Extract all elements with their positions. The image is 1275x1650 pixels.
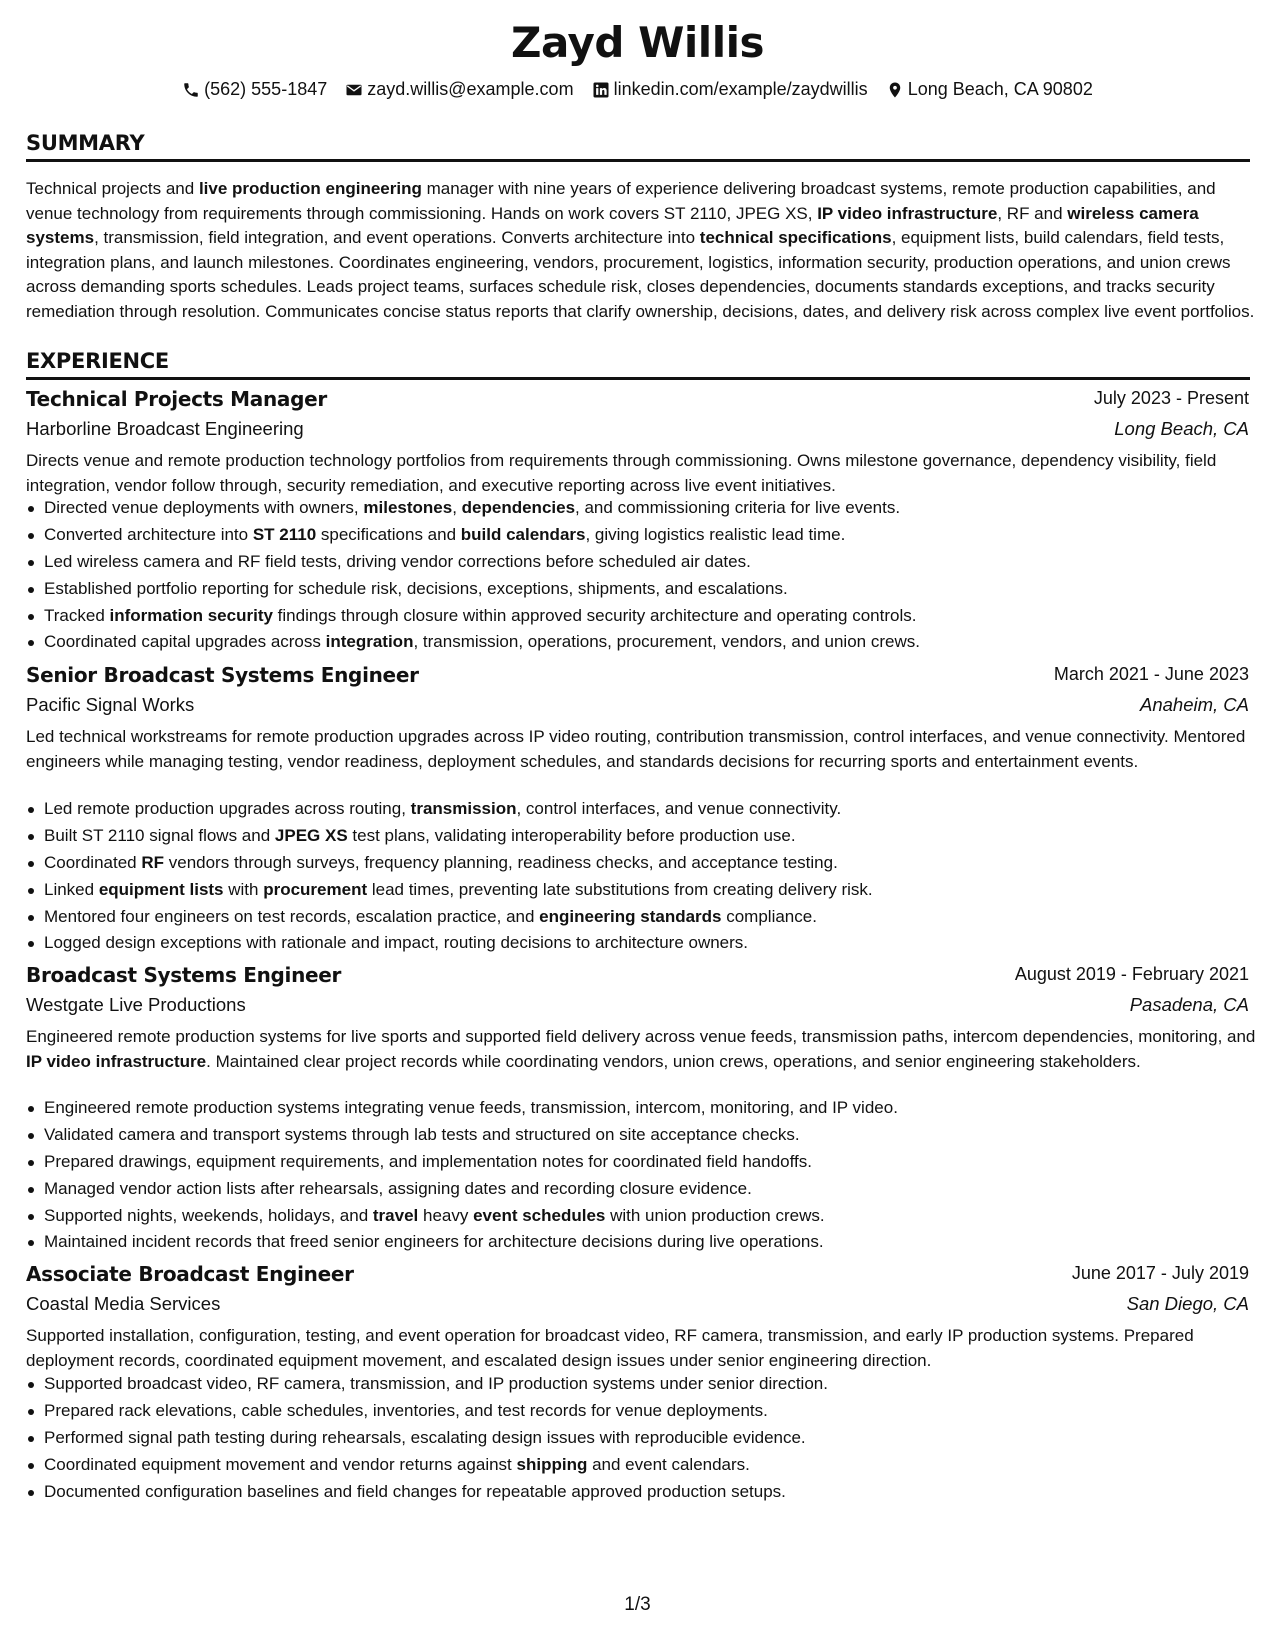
phone-icon: [182, 81, 200, 99]
bullet-item: [26, 1203, 1256, 1230]
bullet-item: [26, 603, 1256, 630]
bullet-item: [26, 930, 1256, 957]
text-segment: Coordinated equipment movement and vendor returns against: [44, 1454, 517, 1474]
experience-divider: [26, 377, 1250, 380]
bullet-item: [26, 1452, 1256, 1479]
contact-email[interactable]: [345, 79, 573, 100]
emphasis-text: IP video infrastructure: [817, 203, 998, 223]
emphasis-text: milestones: [363, 498, 453, 517]
bullet-item: [26, 850, 1256, 877]
text-segment: Supported broadcast video, RF camera, transmission, and IP production systems under senior direction.: [44, 1374, 828, 1393]
bullet-item: [26, 877, 1256, 904]
bullet-item: [26, 576, 1256, 603]
text-segment: Built ST 2110 signal flows and: [44, 825, 275, 845]
text-segment: lead times, preventing late substitutions from creating delivery risk.: [367, 879, 873, 899]
job-bullet-list: [26, 1095, 1256, 1256]
contact-location: [886, 79, 1093, 100]
job-location: Pasadena, CA: [1129, 994, 1249, 1015]
bullet-item: [26, 1149, 1256, 1176]
text-segment: Linked: [44, 879, 99, 899]
text-segment: test plans, validating interoperability before production use.: [347, 825, 796, 845]
job-dates: March 2021 - June 2023: [1053, 664, 1249, 684]
bullet-item: [26, 1229, 1256, 1256]
text-segment: Led wireless camera and RF field tests, driving vendor corrections before scheduled air dates.: [44, 551, 751, 571]
experience-heading: EXPERIENCE: [26, 349, 169, 373]
envelope-icon: [345, 81, 363, 99]
email-text: zayd.willis@example.com: [367, 79, 574, 99]
text-segment: Coordinated capital upgrades across: [44, 632, 326, 652]
bullet-item: [26, 796, 1256, 823]
job-dates: July 2023 - Present: [1093, 388, 1249, 408]
job-dates: August 2019 - February 2021: [1014, 964, 1249, 984]
text-segment: , transmission, operations, procurement, vendors, and union crews.: [413, 632, 920, 652]
job-title: Broadcast Systems Engineer: [26, 963, 342, 987]
bullet-item: [26, 1095, 1256, 1122]
emphasis-text: JPEG XS: [274, 825, 348, 845]
emphasis-text: engineering standards: [539, 906, 722, 926]
emphasis-text: integration: [325, 632, 414, 652]
bullet-item: [26, 629, 1256, 656]
emphasis-text: wireless camera systems: [26, 203, 1199, 247]
job-company: Pacific Signal Works: [26, 694, 195, 715]
text-segment: specifications and: [316, 524, 461, 544]
text-segment: Engineered remote production systems for live sports and supported field delivery across venue feeds, transmission paths, intercom dependencies, monitoring, and: [26, 1027, 1256, 1046]
summary-text: [26, 177, 1256, 324]
linkedin-text: linkedin.com/example/zaydwillis: [613, 79, 868, 99]
job-bullet-list: [26, 1371, 1256, 1505]
bullet-item: [26, 1425, 1256, 1452]
emphasis-text: RF: [141, 852, 165, 872]
map-pin-icon: [886, 81, 904, 99]
bullet-item: [26, 549, 1256, 576]
bullet-item: [26, 1176, 1256, 1203]
bullet-item: [26, 823, 1256, 850]
contact-linkedin[interactable]: [592, 79, 868, 100]
text-segment: Supported nights, weekends, holidays, and: [44, 1205, 373, 1225]
text-segment: Mentored four engineers on test records, escalation practice, and: [44, 906, 540, 926]
job-dates: June 2017 - July 2019: [1071, 1263, 1249, 1283]
bullet-item: [26, 1371, 1256, 1398]
contact-phone[interactable]: [182, 79, 327, 100]
text-segment: , equipment lists, build calendars, field tests, integration plans, and launch milestones. Coordinates engineering, vendors, procurement, logistics, information security, production operations, and union crews across demanding sports schedules. Leads project teams, surfaces schedule risk, closes dependencies, documents standards exceptions, and tracks security remediation through resolution. Communicates concise status reports that clarify ownership, decisions, dates, and delivery risk across complex live event portfolios.: [26, 228, 1255, 321]
text-segment: Converted architecture into: [44, 524, 253, 544]
text-segment: Validated camera and transport systems through lab tests and structured on site acceptance checks.: [44, 1124, 800, 1144]
text-segment: ,: [452, 498, 462, 517]
job-location: Anaheim, CA: [1140, 694, 1249, 715]
text-segment: , transmission, field integration, and event operations. Converts architecture into: [94, 228, 700, 247]
emphasis-text: event schedules: [473, 1205, 606, 1225]
text-segment: findings through closure within approved security architecture and operating controls.: [272, 605, 917, 625]
text-segment: Prepared rack elevations, cable schedules, inventories, and test records for venue deployments.: [44, 1400, 768, 1420]
text-segment: Managed vendor action lists after rehearsals, assigning dates and recording closure evidence.: [44, 1178, 752, 1198]
job-company: Harborline Broadcast Engineering: [26, 418, 304, 439]
bullet-item: [26, 495, 1256, 522]
job-bullet-list: [26, 495, 1256, 656]
job-description: [26, 725, 1256, 774]
emphasis-text: transmission: [410, 799, 517, 818]
emphasis-text: shipping: [516, 1454, 588, 1474]
bullet-item: [26, 1398, 1256, 1425]
text-segment: , giving logistics realistic lead time.: [585, 524, 846, 544]
emphasis-text: IP video infrastructure: [26, 1051, 207, 1071]
text-segment: Supported installation, configuration, testing, and event operation for broadcast video, RF camera, transmission, and early IP production systems. Prepared deployment records, coordinated equipment movement, and escalated design issues under senior engineering direction.: [26, 1326, 1194, 1370]
text-segment: . Maintained clear project records while coordinating vendors, union crews, operations, and senior engineering stakeholders.: [206, 1051, 1141, 1071]
candidate-name: Zayd Willis: [511, 18, 764, 67]
text-segment: with: [223, 879, 264, 899]
text-segment: Technical projects and: [26, 179, 199, 198]
text-segment: Engineered remote production systems integrating venue feeds, transmission, intercom, monitoring, and IP video.: [44, 1098, 898, 1117]
contact-bar: [0, 79, 1275, 100]
emphasis-text: equipment lists: [98, 879, 224, 899]
job-company: Coastal Media Services: [26, 1293, 221, 1314]
summary-heading: SUMMARY: [26, 131, 145, 155]
text-segment: Prepared drawings, equipment requirements, and implementation notes for coordinated field handoffs.: [44, 1151, 812, 1171]
text-segment: Led technical workstreams for remote production upgrades across IP video routing, contribution transmission, control interfaces, and venue connectivity. Mentored engineers while managing testing, vendor readiness, deployment schedules, and standards decisions for recurring sports and entertainment events.: [26, 727, 1246, 771]
emphasis-text: dependencies: [461, 498, 576, 517]
text-segment: and event calendars.: [587, 1454, 750, 1474]
text-segment: Tracked: [44, 605, 110, 625]
text-segment: Directs venue and remote production technology portfolios from requirements through commissioning. Owns milestone governance, dependency visibility, field integration, vendor follow through, security remediation, and executive reporting across live event initiatives.: [26, 451, 1217, 495]
emphasis-text: procurement: [263, 879, 368, 899]
text-segment: , and commissioning criteria for live events.: [575, 498, 901, 517]
bullet-item: [26, 1122, 1256, 1149]
bullet-item: [26, 904, 1256, 931]
job-title: Senior Broadcast Systems Engineer: [26, 663, 419, 687]
text-segment: Logged design exceptions with rationale and impact, routing decisions to architecture owners.: [44, 933, 749, 953]
text-segment: vendors through surveys, frequency planning, readiness checks, and acceptance testing.: [164, 852, 838, 872]
bullet-item: [26, 522, 1256, 549]
job-company: Westgate Live Productions: [26, 994, 246, 1015]
job-location: Long Beach, CA: [1114, 418, 1249, 439]
summary-divider: [26, 159, 1250, 162]
emphasis-text: ST 2110: [252, 524, 317, 544]
job-title: Associate Broadcast Engineer: [26, 1262, 354, 1286]
emphasis-text: travel: [372, 1205, 419, 1225]
job-bullet-list: [26, 796, 1256, 957]
emphasis-text: live production engineering: [198, 179, 422, 198]
linkedin-icon: [592, 81, 610, 99]
text-segment: Coordinated: [44, 852, 142, 872]
emphasis-text: information security: [109, 605, 273, 625]
text-segment: , RF and: [997, 203, 1068, 223]
text-segment: Led remote production upgrades across routing,: [44, 799, 411, 818]
text-segment: Documented configuration baselines and field changes for repeatable approved production setups.: [44, 1481, 786, 1501]
location-text: Long Beach, CA 90802: [907, 79, 1093, 99]
text-segment: with union production crews.: [605, 1205, 825, 1225]
text-segment: Performed signal path testing during rehearsals, escalating design issues with reproducible evidence.: [44, 1427, 806, 1447]
text-segment: heavy: [418, 1205, 474, 1225]
bullet-item: [26, 1479, 1256, 1506]
text-segment: manager with nine years of experience delivering broadcast systems, remote production capabilities, and venue technology from requirements through commissioning. Hands on work covers ST 2110, JPEG XS,: [26, 179, 1216, 223]
text-segment: Established portfolio reporting for schedule risk, decisions, exceptions, shipments, and escalations.: [44, 578, 788, 598]
job-description: [26, 449, 1256, 498]
text-segment: Directed venue deployments with owners,: [44, 498, 364, 517]
emphasis-text: technical specifications: [699, 228, 892, 247]
text-segment: compliance.: [721, 906, 817, 926]
job-title: Technical Projects Manager: [26, 387, 327, 411]
job-location: San Diego, CA: [1126, 1293, 1249, 1314]
phone-text: (562) 555-1847: [204, 79, 328, 99]
job-description: [26, 1025, 1256, 1074]
text-segment: Maintained incident records that freed senior engineers for architecture decisions during live operations.: [44, 1232, 824, 1252]
job-description: [26, 1324, 1256, 1373]
emphasis-text: build calendars: [460, 524, 586, 544]
text-segment: , control interfaces, and venue connectivity.: [516, 799, 842, 818]
page-number: 1/3: [624, 1594, 651, 1615]
